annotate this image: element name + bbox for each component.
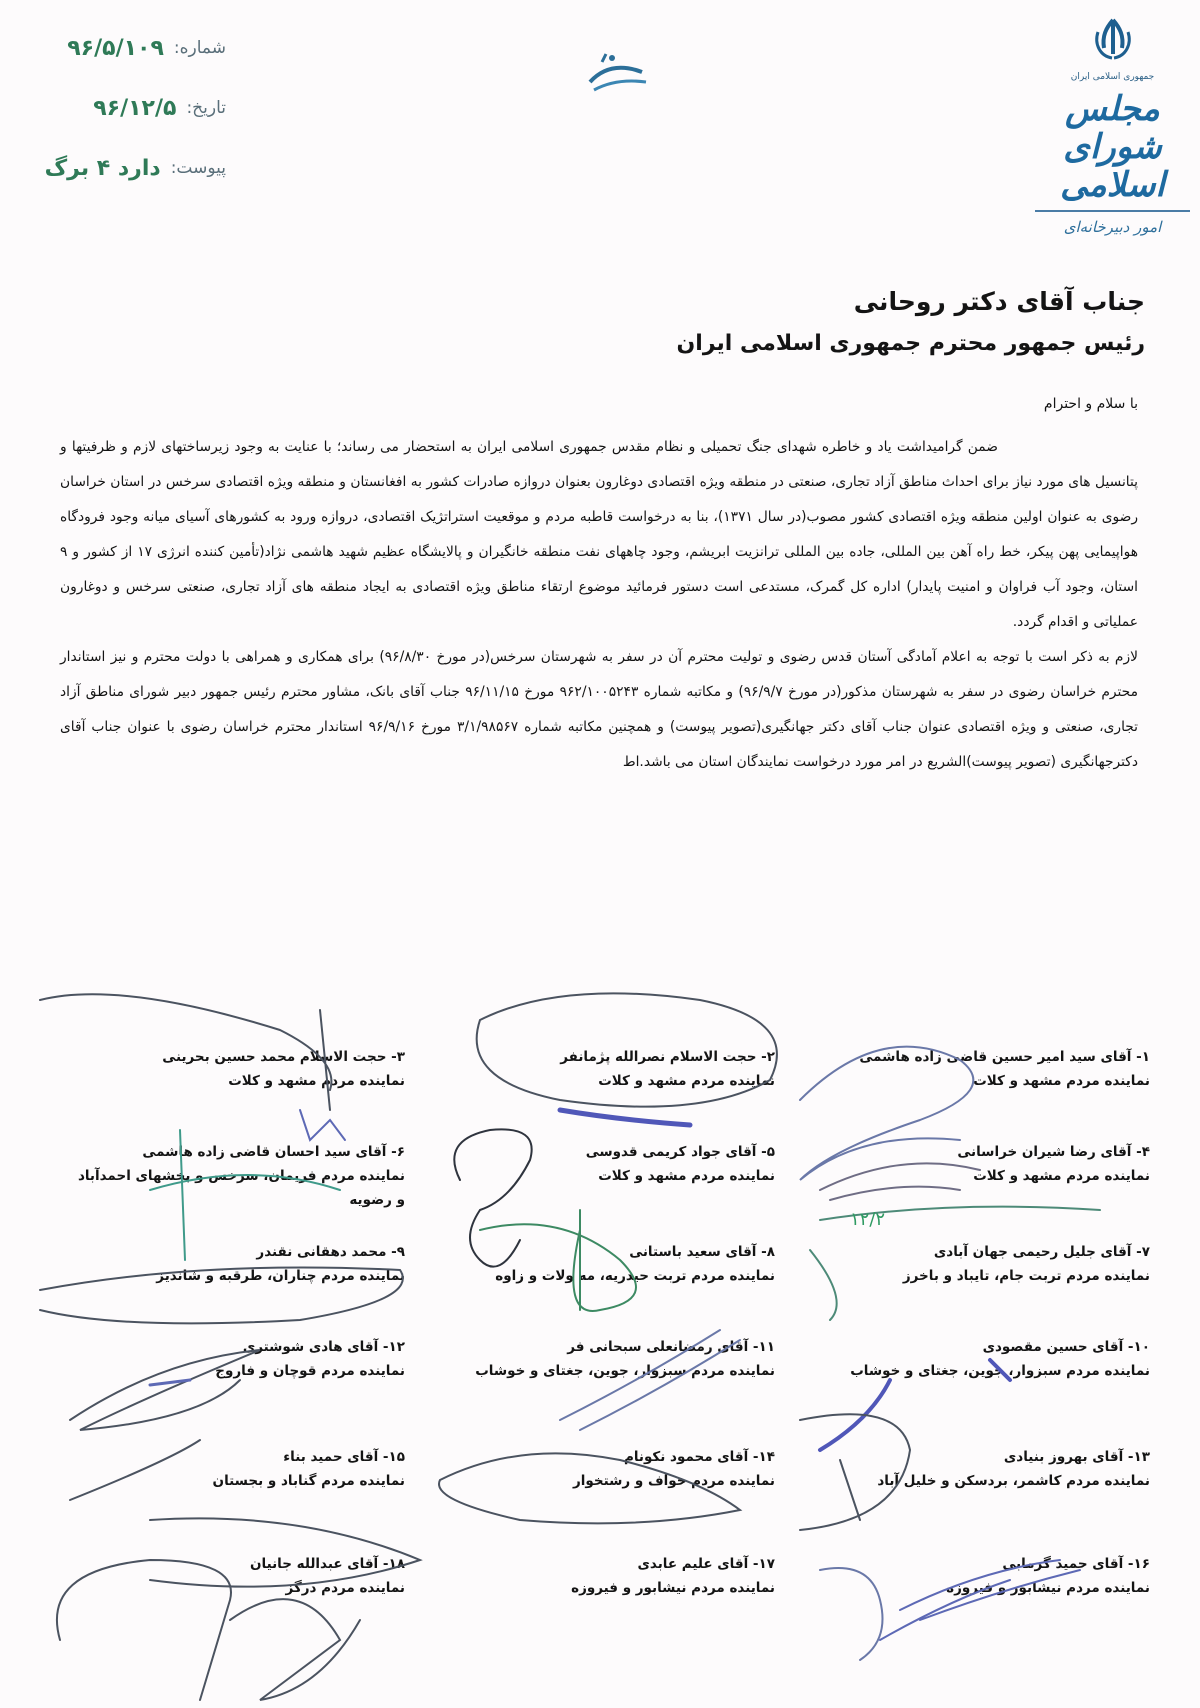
signatory <box>435 1335 775 1383</box>
signatory <box>435 1445 775 1493</box>
signatory-constituency: نماینده مردم قوچان و فاروج <box>215 1363 405 1379</box>
addressee-name: جناب آقای دکتر روحانی <box>853 287 1145 316</box>
signatory-constituency: نماینده مردم تربت جام، تایباد و باخرز <box>902 1268 1150 1284</box>
letter-attachment <box>6 138 226 198</box>
addressee <box>677 280 1145 364</box>
date-label: تاریخ: <box>186 98 226 118</box>
signatory-name: ۸- آقای سعید باستانی <box>629 1244 775 1260</box>
signatory <box>810 1240 1150 1288</box>
signatory-name: ۱۷- آقای علیم عابدی <box>637 1556 775 1572</box>
signatory <box>810 1045 1150 1093</box>
signatory-name: ۲- حجت الاسلام نصرالله پژمانفر <box>560 1049 775 1065</box>
signatory <box>435 1240 775 1288</box>
svg-text:۱۲/۲: ۱۲/۲ <box>850 1209 886 1230</box>
signatory-constituency: نماینده مردم مشهد و کلات <box>598 1073 775 1089</box>
signatories-list <box>20 1040 1180 1680</box>
date-value: ۹۶/۱۲/۵ <box>93 95 177 121</box>
signatory-name: ۱۱- آقای رمضانعلی سبحانی فر <box>567 1339 775 1355</box>
iran-emblem-icon <box>1088 14 1138 64</box>
signatory-constituency: نماینده مردم نیشابور و فیروزه <box>571 1580 775 1596</box>
signatory <box>810 1552 1150 1600</box>
signatory-name: ۱۴- آقای محمود نکونام <box>623 1449 775 1465</box>
signatory-name: ۱- آقای سید امیر حسین قاضی زاده هاشمی <box>859 1049 1150 1065</box>
letterhead-department: امور دبیرخانه‌ای <box>1063 218 1162 236</box>
signatory <box>75 1140 405 1212</box>
signatory <box>810 1140 1150 1188</box>
signatory <box>810 1445 1150 1493</box>
signatory-name: ۴- آقای رضا شیران خراسانی <box>957 1144 1150 1160</box>
letterhead-divider <box>1035 210 1190 212</box>
signatory-name: ۶- آقای سید احسان قاضی زاده هاشمی <box>142 1144 405 1160</box>
greeting: با سلام و احترام <box>1043 396 1138 412</box>
signatory-name: ۱۲- آقای هادی شوشتری <box>242 1339 405 1355</box>
signatory-constituency: نماینده مردم سبزوار، جوین، جغتای و خوشاب <box>850 1363 1150 1379</box>
signatory-constituency: نماینده مردم مشهد و کلات <box>973 1073 1150 1089</box>
signatory <box>435 1552 775 1600</box>
body-paragraph-2: لازم به ذکر است با توجه به اعلام آمادگی آستان قدس رضوی و تولیت محترم آن در سفر به شهرستان سرخس(در مورخ ۹۶/۸/۳۰) برای همکاری و همراهی با دولت محترم و نیز استاندار محترم خراسان رضوی در سفر به شهرستان مذکور(در مورخ ۹۶/۹/۷) و مکاتبه شماره ۹۶۲/۱۰۰۵۲۴۳ مورخ ۹۶/۱۱/۱۵ جناب آقای بانک، مشاور محترم رئیس جمهور دبیر شورای مناطق آزاد تجاری، صنعتی و ویژه اقتصادی عنوان جناب آقای دکتر جهانگیری(تصویر پیوست) و همچنین مکاتبه شماره ۳/۱/۹۸۵۶۷ مورخ ۹۶/۹/۱۶ استاندار محترم خراسان رضوی با عنوان جناب آقای دکترجهانگیری (تصویر پیوست)الشریع در امر مورد درخواست نمایندگان استان می باشد.اط <box>60 649 1139 770</box>
letterhead-country: جمهوری اسلامی ایران <box>1070 72 1155 82</box>
signatory-constituency: نماینده مردم تربت حیدریه، مه ولات و زاوه <box>495 1268 775 1284</box>
signatory-name: ۱۶- آقای حمید گرمابی <box>1002 1556 1150 1572</box>
signatory <box>435 1140 775 1188</box>
signatory-name: ۹- محمد دهقانی نقندر <box>256 1244 405 1260</box>
number-value: ۹۶/۵/۱۰۹ <box>67 35 164 61</box>
signatory-constituency: نماینده مردم نیشابور و فیروزه <box>946 1580 1150 1596</box>
signatory-constituency: نماینده مردم مشهد و کلات <box>973 1168 1150 1184</box>
signatory-constituency: نماینده مردم درگز <box>285 1580 405 1596</box>
signatory <box>65 1445 405 1493</box>
signatory <box>435 1045 775 1093</box>
signatory-constituency: نماینده مردم کاشمر، بردسکن و خلیل آباد <box>877 1473 1150 1489</box>
letter-body <box>60 430 1138 780</box>
body-paragraph-1: ضمن گرامیداشت یاد و خاطره شهدای جنگ تحمیلی و نظام مقدس جمهوری اسلامی ایران به استحضار می رساند؛ با عنایت به وجود زیرساختهای لازم و ظرفیتها و پتانسیل های مورد نیاز برای احداث مناطق آزاد تجاری، صنعتی در منطقه ویژه اقتصادی دوغارون بعنوان دروازه صادرات کشور به افغانستان و منطقه ویژه اقتصادی سرخس در استان خراسان رضوی به عنوان اولین منطقه ویژه اقتصادی کشور مصوب(در سال ۱۳۷۱)، بنا به درخواست قاطبه مردم و موقعیت استراتژیک اقتصادی، دروازه ورود به کشورهای آسیای میانه وجود فرودگاه هواپیمایی پهن پیکر، خط راه آهن بین المللی، جاده بین المللی ترانزیت ابریشم، وجود چاههای نفت منطقه خانگیران و پالایشگاه عظیم شهید هاشمی نژاد(تأمین کننده انرژی ۱۷ از کشور و ۹ استان، وجود آب فراوان و امنیت پایدار) اداره کل گمرک، مستدعی است دستور فرمائید موضوع ارتقاء مناطق ویژه اقتصادی به ایجاد منطقه های آزاد تجاری، صنعتی سرخس و دوغارون عملیاتی و اقدام گردد. <box>60 439 1138 630</box>
signatory-constituency: نماینده مردم فریمان، سرخس و بخشهای احمدآباد و رضویه <box>77 1168 405 1208</box>
signatory-name: ۳- حجت الاسلام محمد حسین بحرینی <box>162 1049 405 1065</box>
attachment-value: دارد ۴ برگ <box>44 155 161 181</box>
signatory-name: ۱۳- آقای بهروز بنیادی <box>1003 1449 1150 1465</box>
signatory-constituency: نماینده مردم مشهد و کلات <box>228 1073 405 1089</box>
letterhead-logo <box>1025 10 1200 250</box>
signatory-name: ۷- آقای جلیل رحیمی جهان آبادی <box>933 1244 1150 1260</box>
signatory-constituency: نماینده مردم سبزوار، جوین، جغتای و خوشاب <box>475 1363 775 1379</box>
bismillah-calligraphy-icon <box>580 50 660 100</box>
number-label: شماره: <box>173 38 226 58</box>
letter-date <box>6 78 226 138</box>
signatory <box>65 1552 405 1600</box>
signatory-constituency: نماینده مردم خواف و رشتخوار <box>573 1473 775 1489</box>
addressee-title: رئیس جمهور محترم جمهوری اسلامی ایران <box>676 331 1145 356</box>
letter-number <box>6 18 226 78</box>
signatory <box>65 1045 405 1093</box>
signatory-name: ۱۰- آقای حسین مقصودی <box>982 1339 1150 1355</box>
signatory <box>65 1335 405 1383</box>
signatory-name: ۱۵- آقای حمید بناء <box>283 1449 405 1465</box>
signatory-constituency: نماینده مردم گناباد و بجستان <box>212 1473 405 1489</box>
signatory <box>65 1240 405 1288</box>
signatory-constituency: نماینده مردم چناران، طرقبه و شاندیز <box>156 1268 405 1284</box>
attachment-label: پیوست: <box>170 158 226 178</box>
signatory-name: ۱۸- آقای عبدالله جانیان <box>249 1556 405 1572</box>
signatory-constituency: نماینده مردم مشهد و کلات <box>598 1168 775 1184</box>
signatory-name: ۵- آقای جواد کریمی قدوسی <box>585 1144 775 1160</box>
signatory <box>810 1335 1150 1383</box>
registration-stamp <box>6 18 226 198</box>
letterhead-institution: مجلس شورای اسلامی <box>1060 89 1165 205</box>
